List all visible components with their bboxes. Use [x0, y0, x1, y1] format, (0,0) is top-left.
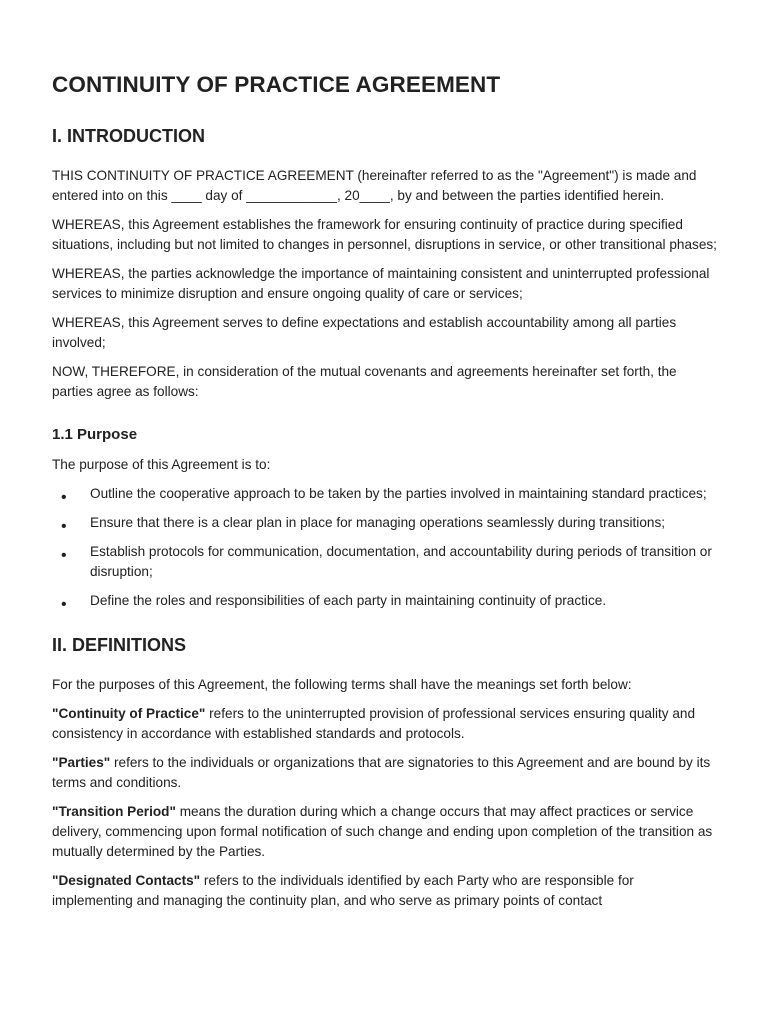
bullet-icon: •	[61, 547, 67, 564]
now-therefore-paragraph: NOW, THEREFORE, in consideration of the mutual covenants and agreements hereinafter set forth, the parties agree as follows:	[52, 364, 677, 399]
list-item-text: Define the roles and responsibilities of each party in maintaining continuity of practice.	[90, 593, 607, 608]
purpose-list	[52, 484, 718, 611]
purpose-intro: The purpose of this Agreement is to:	[52, 457, 271, 472]
list-item	[52, 513, 718, 533]
purpose-section	[52, 426, 718, 611]
whereas-paragraph: WHEREAS, the parties acknowledge the importance of maintaining consistent and uninterrupted professional services to minimize disruption and ensure ongoing quality of care or services;	[52, 266, 710, 301]
list-item	[52, 542, 718, 582]
definitions-heading: II. DEFINITIONS	[52, 635, 187, 655]
definition-text: refers to the uninterrupted provision of professional services ensuring quality and consistency in accordance with established standards and protocols.	[52, 706, 696, 741]
document-title: CONTINUITY OF PRACTICE AGREEMENT	[52, 72, 501, 97]
list-item-text: Outline the cooperative approach to be taken by the parties involved in maintaining standard practices;	[90, 486, 707, 501]
bullet-icon: •	[61, 489, 67, 506]
whereas-paragraph: WHEREAS, this Agreement serves to define expectations and establish accountability among all parties involved;	[52, 315, 677, 350]
purpose-heading: 1.1 Purpose	[52, 426, 138, 443]
introduction-section	[52, 126, 718, 402]
definition-term: "Designated Contacts"	[52, 873, 201, 888]
definition-entry	[52, 704, 718, 744]
definition-term: "Transition Period"	[52, 804, 176, 819]
bullet-icon: •	[61, 518, 67, 535]
list-item	[52, 591, 718, 611]
definition-entry	[52, 871, 718, 911]
definition-text: refers to the individuals identified by each Party who are responsible for implementing and managing the continuity plan, and who serve as primary points of contact	[52, 873, 634, 908]
intro-paragraph: THIS CONTINUITY OF PRACTICE AGREEMENT (hereinafter referred to as the "Agreement") is made and entered into on this ____ day of ____________, 20____, by and between the parties identified herein.	[52, 168, 697, 203]
definition-term: "Continuity of Practice"	[52, 706, 206, 721]
bullet-icon: •	[61, 596, 67, 613]
whereas-paragraph: WHEREAS, this Agreement establishes the framework for ensuring continuity of practice during specified situations, including but not limited to changes in personnel, disruptions in service, or other transitional phases;	[52, 217, 717, 252]
definitions-intro: For the purposes of this Agreement, the following terms shall have the meanings set forth below:	[52, 677, 632, 692]
introduction-heading: I. INTRODUCTION	[52, 126, 205, 146]
definition-term: "Parties"	[52, 755, 111, 770]
list-item-text: Establish protocols for communication, documentation, and accountability during periods of transition or disruption;	[90, 544, 712, 579]
definition-entry	[52, 802, 718, 862]
list-item	[52, 484, 718, 504]
definition-text: refers to the individuals or organizations that are signatories to this Agreement and are bound by its terms and conditions.	[52, 755, 711, 790]
definitions-section	[52, 635, 718, 911]
definition-text: means the duration during which a change occurs that may affect practices or service delivery, commencing upon formal notification of such change and ending upon completion of the transition as mutually determined by the Parties.	[52, 804, 713, 859]
list-item-text: Ensure that there is a clear plan in place for managing operations seamlessly during transitions;	[90, 515, 666, 530]
definition-entry	[52, 753, 718, 793]
